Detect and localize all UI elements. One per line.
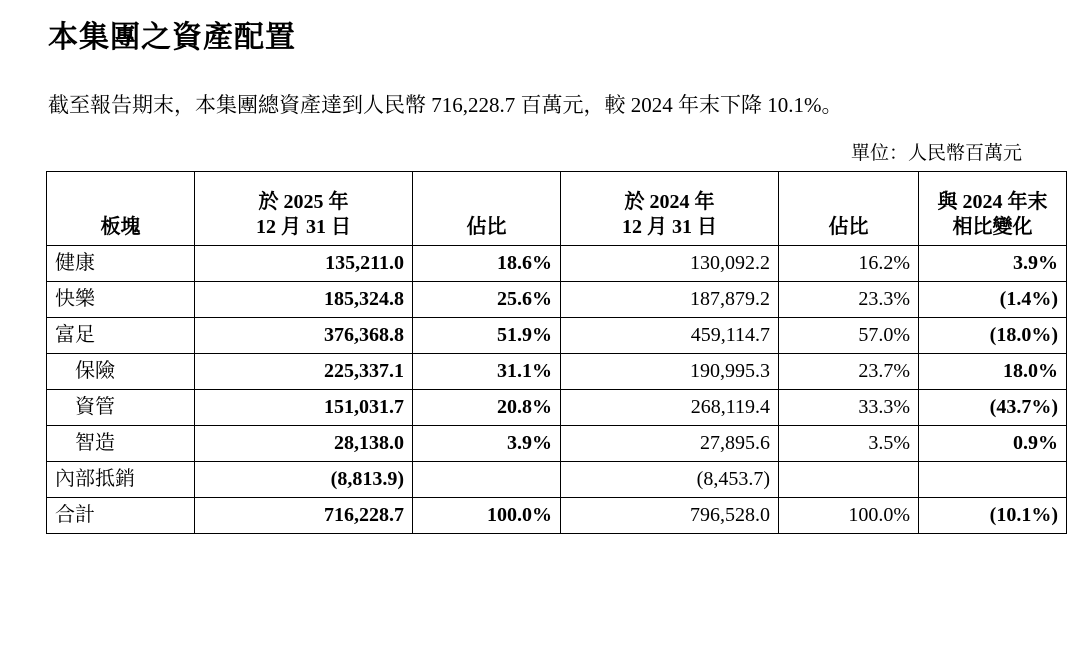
row-amount-2025: (8,813.9) [195, 461, 413, 497]
row-share-2024: 23.3% [779, 281, 919, 317]
row-amount-2025: 151,031.7 [195, 389, 413, 425]
row-change: 18.0% [919, 353, 1067, 389]
column-header-amount-2024-line2: 12 月 31 日 [622, 215, 717, 238]
row-amount-2024: 459,114.7 [561, 317, 779, 353]
row-amount-2025: 716,228.7 [195, 497, 413, 533]
row-change: 3.9% [919, 245, 1067, 281]
row-amount-2025: 135,211.0 [195, 245, 413, 281]
row-change: (1.4%) [919, 281, 1067, 317]
unit-note: 單位：人民幣百萬元 [850, 142, 1022, 164]
row-change [919, 461, 1067, 497]
column-header-amount-2025-line1: 於 2025 年 [258, 190, 349, 213]
row-share-2025 [413, 461, 561, 497]
row-label: 智造 [47, 425, 195, 461]
column-header-amount-2025-line2: 12 月 31 日 [256, 215, 351, 238]
intro-paragraph: 截至報告期末，本集團總資產達到人民幣 716,228.7 百萬元，較 2024 年末下降 10.1%。 [48, 93, 843, 117]
column-header-amount-2025 [195, 171, 413, 245]
row-share-2025: 100.0% [413, 497, 561, 533]
table-body [47, 245, 1067, 533]
row-amount-2024: 796,528.0 [561, 497, 779, 533]
row-amount-2025: 185,324.8 [195, 281, 413, 317]
table-row [47, 461, 1067, 497]
row-share-2025: 20.8% [413, 389, 561, 425]
column-header-share-2024: 佔比 [779, 171, 919, 245]
row-share-2024: 57.0% [779, 317, 919, 353]
row-share-2025: 25.6% [413, 281, 561, 317]
row-amount-2025: 28,138.0 [195, 425, 413, 461]
row-share-2024: 3.5% [779, 425, 919, 461]
table-header [47, 171, 1067, 245]
column-header-share-2025: 佔比 [413, 171, 561, 245]
row-label: 快樂 [47, 281, 195, 317]
row-share-2025: 51.9% [413, 317, 561, 353]
asset-allocation-table [46, 171, 1067, 534]
row-change: (43.7%) [919, 389, 1067, 425]
row-label: 健康 [47, 245, 195, 281]
row-label: 資管 [47, 389, 195, 425]
column-header-amount-2024-line1: 於 2024 年 [624, 190, 715, 213]
row-label: 合計 [47, 497, 195, 533]
column-header-change-line2: 相比變化 [952, 215, 1033, 238]
column-header-segment: 板塊 [47, 171, 195, 245]
row-label: 富足 [47, 317, 195, 353]
table-row-total [47, 497, 1067, 533]
row-amount-2025: 225,337.1 [195, 353, 413, 389]
column-header-change [919, 171, 1067, 245]
row-share-2025: 31.1% [413, 353, 561, 389]
row-share-2024 [779, 461, 919, 497]
table-header-row [47, 171, 1067, 245]
row-amount-2024: 187,879.2 [561, 281, 779, 317]
row-share-2025: 18.6% [413, 245, 561, 281]
row-amount-2025: 376,368.8 [195, 317, 413, 353]
table-row [47, 245, 1067, 281]
row-label: 內部抵銷 [47, 461, 195, 497]
page-title: 本集團之資產配置 [48, 21, 296, 54]
row-label: 保險 [47, 353, 195, 389]
column-header-amount-2024 [561, 171, 779, 245]
row-amount-2024: 268,119.4 [561, 389, 779, 425]
row-amount-2024: (8,453.7) [561, 461, 779, 497]
row-amount-2024: 190,995.3 [561, 353, 779, 389]
row-share-2025: 3.9% [413, 425, 561, 461]
table-row [47, 317, 1067, 353]
row-share-2024: 100.0% [779, 497, 919, 533]
row-change: (18.0%) [919, 317, 1067, 353]
table-row [47, 389, 1067, 425]
table-row [47, 353, 1067, 389]
row-share-2024: 23.7% [779, 353, 919, 389]
row-amount-2024: 27,895.6 [561, 425, 779, 461]
row-amount-2024: 130,092.2 [561, 245, 779, 281]
row-share-2024: 33.3% [779, 389, 919, 425]
row-change: (10.1%) [919, 497, 1067, 533]
table-row [47, 281, 1067, 317]
row-change: 0.9% [919, 425, 1067, 461]
column-header-change-line1: 與 2024 年末 [937, 190, 1048, 213]
document-page [0, 18, 1080, 653]
table-row [47, 425, 1067, 461]
row-share-2024: 16.2% [779, 245, 919, 281]
